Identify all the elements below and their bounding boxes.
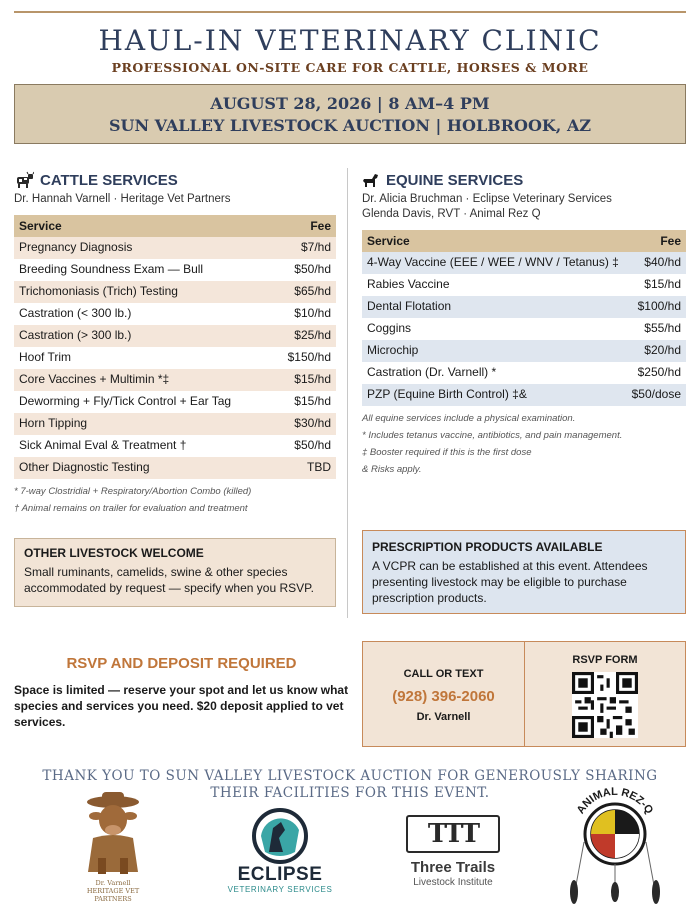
service-fee: $150/hd [287,350,331,364]
varnell-logo-name: Dr. Varnell [95,879,131,887]
service-name: Coggins [367,321,412,335]
equine-section [362,170,686,478]
service-name: Castration (Dr. Varnell) * [367,365,497,379]
column-header-service: Service [362,230,626,252]
eclipse-horse-dog-icon [225,808,335,864]
service-name: Breeding Soundness Exam — Bull [19,262,204,276]
event-date: AUGUST 28, 2026 | 8 AM–4 PM [210,94,490,113]
service-name: Deworming + Fly/Tick Control + Ear Tag [19,394,232,408]
service-name: 4-Way Vaccine (EEE / WEE / WNV / Tetanus) ‡ [362,252,626,274]
service-fee: $10/hd [294,306,331,320]
table-row [362,318,686,340]
service-fee: $50/hd [294,262,331,276]
footnote: † Animal remains on trailer for evaluation and treatment [14,503,248,514]
table-header-row [362,230,686,252]
prescription-box [362,530,686,614]
service-fee: $15/hd [294,394,331,408]
animal-rez-q-logo [560,786,670,906]
equine-heading-text: EQUINE SERVICES [386,171,524,189]
footnote: All equine services include a physical examination. [362,413,576,424]
service-name: Dental Flotation [362,296,626,318]
three-trails-logo-name: Three Trails [410,859,496,876]
prescription-text: A VCPR can be established at this event. Attendees presenting livestock may be eligible to purchase prescription products. [372,559,648,605]
column-header-fee: Fee [626,230,686,252]
rsvp-text: Space is limited — reserve your spot and let us know what species and services you need. $20 deposit applied to vet services. [14,683,349,729]
column-divider [347,168,348,618]
column-header-service: Service [14,215,274,237]
cattle-heading [14,170,336,190]
cattle-heading-text: CATTLE SERVICES [40,171,178,189]
table-row [14,237,336,259]
footnote: * 7-way Clostridial + Respiratory/Abortion Combo (killed) [14,486,252,497]
rsvp-heading: RSVP AND DEPOSIT REQUIRED [66,655,297,672]
service-fee: $65/hd [274,281,336,303]
service-name: Microchip [362,340,626,362]
service-name: Sick Animal Eval & Treatment † [19,438,187,452]
equine-fee-table [362,230,686,406]
table-row [14,413,336,435]
table-row [362,340,686,362]
eclipse-logo-name: ECLIPSE [237,864,323,885]
column-header-fee: Fee [274,215,336,237]
page-title: HAUL-IN VETERINARY CLINIC [98,24,602,57]
service-name: Hoof Trim [19,350,72,364]
table-row [14,303,336,325]
service-fee: $50/hd [294,438,331,452]
service-name: Core Vaccines + Multimin *‡ [14,369,274,391]
animal-rez-q-logo-name: ANIMAL REZ-Q [574,786,656,817]
service-name: Castration (> 300 lb.) [14,325,274,347]
service-fee: $30/hd [274,413,336,435]
table-row [362,384,686,406]
contact-name: Dr. Varnell [416,711,471,723]
cattle-footnotes [14,483,336,517]
service-name: Horn Tipping [14,413,274,435]
cattle-provider: Dr. Hannah Varnell · Heritage Vet Partners [14,193,231,205]
table-row [362,362,686,384]
service-name: Other Diagnostic Testing [14,457,274,479]
contact-box [362,641,686,747]
page-subtitle: PROFESSIONAL ON-SITE CARE FOR CATTLE, HORSES & MORE [111,60,589,75]
varnell-logo-org: HERITAGE VET PARTNERS [86,887,140,903]
equine-footnotes [362,410,686,478]
table-row [14,259,336,281]
service-fee: $15/hd [274,369,336,391]
table-row [362,296,686,318]
service-fee: $250/hd [637,365,681,379]
call-panel [363,642,525,746]
event-location: SUN VALLEY LIVESTOCK AUCTION | HOLBROOK, AZ [108,116,592,135]
rsvp-form-label: RSVP FORM [572,654,638,666]
table-row [14,369,336,391]
footnote: * Includes tetanus vaccine, antibiotics, and pain management. [362,430,623,441]
table-header-row [14,215,336,237]
service-name: Pregnancy Diagnosis [14,237,274,259]
varnell-logo-text [68,879,158,903]
service-name: Castration (< 300 lb.) [19,306,132,320]
cattle-section [14,170,336,517]
other-livestock-text: Small ruminants, camelids, swine & other species accommodated by request — specify when you RSVP. [24,565,314,595]
call-label: CALL OR TEXT [403,668,484,680]
service-fee: $25/hd [274,325,336,347]
service-fee: $55/hd [644,321,681,335]
rsvp-form-panel [525,642,685,746]
service-fee: $50/dose [626,384,686,406]
service-fee: $100/hd [626,296,686,318]
thank-you-message: THANK YOU TO SUN VALLEY LIVESTOCK AUCTION FOR GENEROUSLY SHARING THEIR FACILITIES FOR THIS EVENT. [42,768,658,801]
varnell-logo [68,788,158,903]
service-fee: $7/hd [274,237,336,259]
cowboy-cow-icon [68,788,158,878]
service-name: Rabies Vaccine [367,277,450,291]
other-livestock-title: OTHER LIVESTOCK WELCOME [24,546,204,560]
service-name: Trichomoniasis (Trich) Testing [14,281,274,303]
footnote: & Risks apply. [362,464,422,475]
eclipse-logo [225,808,335,898]
three-trails-mark [406,815,500,853]
dreamcatcher-icon [560,786,670,906]
horse-icon [362,171,380,189]
prescription-title: PRESCRIPTION PRODUCTS AVAILABLE [372,540,603,554]
table-row [14,347,336,369]
top-rule [14,11,686,13]
three-trails-logo-sub: Livestock Institute [413,877,493,888]
table-row [14,325,336,347]
service-name: PZP (Equine Birth Control) ‡& [362,384,626,406]
phone-number[interactable]: (928) 396-2060 [392,688,495,705]
qr-code-icon[interactable] [572,672,638,738]
equine-provider: Glenda Davis, RVT · Animal Rez Q [362,208,541,220]
three-trails-logo [398,815,508,895]
service-fee: $20/hd [626,340,686,362]
table-row [14,391,336,413]
table-row [362,274,686,296]
service-fee: $15/hd [644,277,681,291]
equine-provider: Dr. Alicia Bruchman · Eclipse Veterinary Services [362,193,612,205]
service-fee: $40/hd [626,252,686,274]
cattle-fee-table [14,215,336,479]
service-fee: TBD [274,457,336,479]
cow-icon [14,171,34,189]
three-trails-mark-text: TTT [427,819,479,849]
eclipse-logo-sub: VETERINARY SERVICES [227,885,333,894]
table-row [14,457,336,479]
table-row [14,281,336,303]
table-row [362,252,686,274]
equine-heading [362,170,686,190]
other-livestock-box [14,538,336,607]
event-banner [14,84,686,144]
footnote: ‡ Booster required if this is the first dose [362,447,532,458]
table-row [14,435,336,457]
